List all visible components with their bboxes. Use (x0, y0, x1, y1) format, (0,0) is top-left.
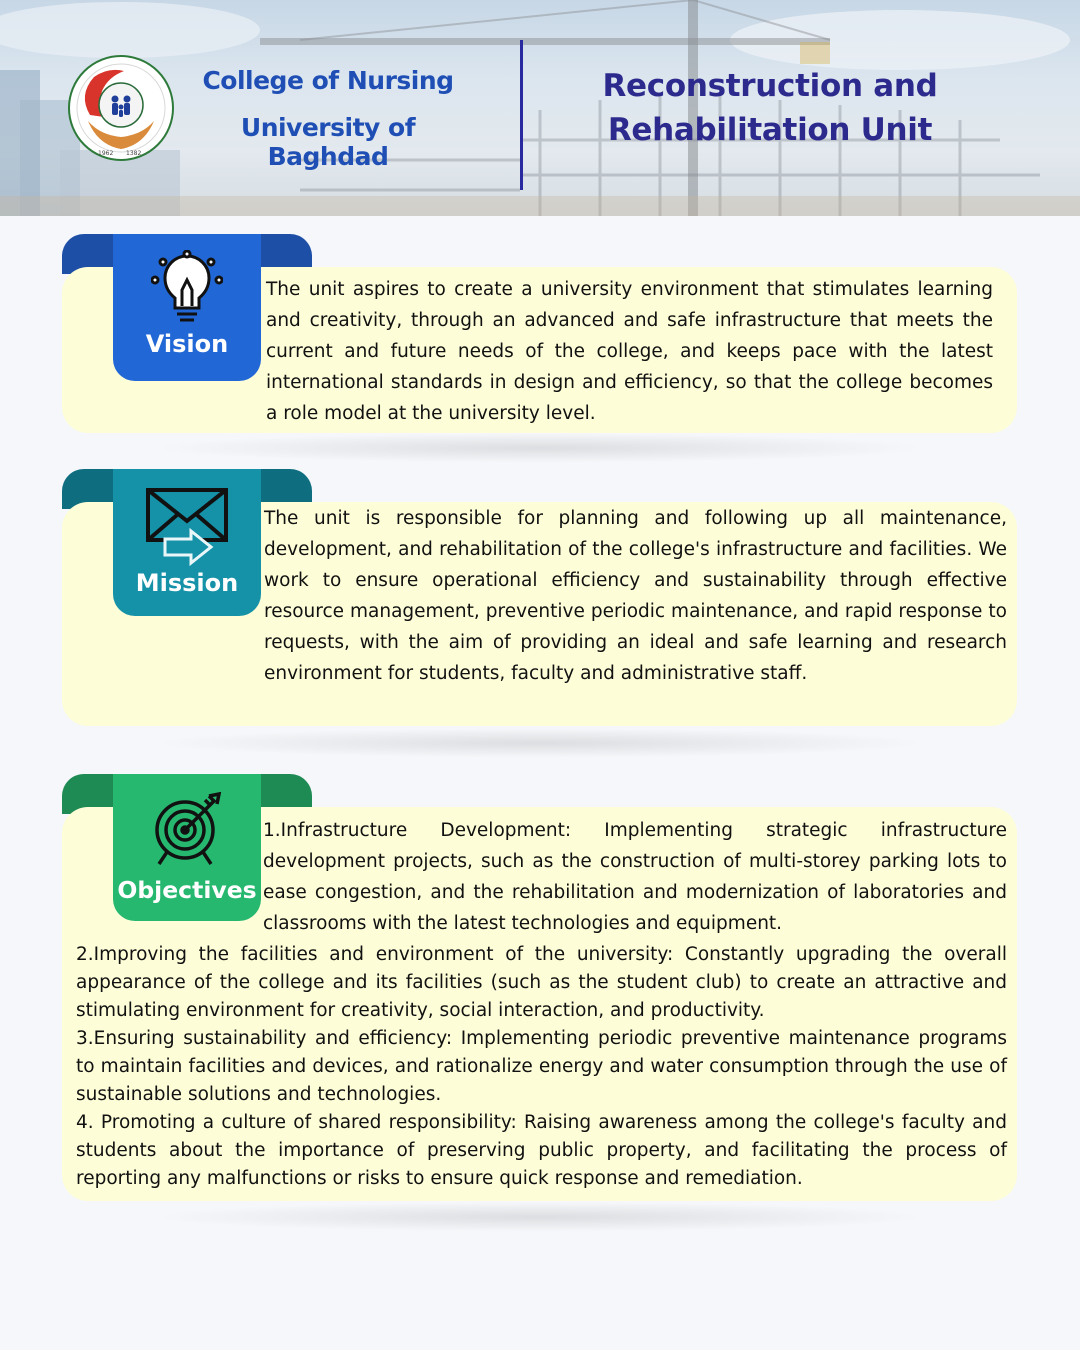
header-divider (520, 40, 523, 190)
unit-title (570, 64, 970, 152)
mission-badge (113, 469, 261, 616)
target-icon (153, 792, 225, 866)
unit-title-line1: Reconstruction and (602, 68, 938, 104)
mission-shadow (150, 728, 930, 758)
objectives-list (76, 941, 1007, 1193)
objective-item-4: 4. Promoting a culture of shared responsibility: Raising awareness among the college's faculty and students about the importance of preserving public property, and facilitating the process of reporting any malfunctions or risks to ensure quick response and remediation. (76, 1112, 1007, 1189)
vision-label: Vision (145, 330, 229, 358)
unit-title-line2: Rehabilitation Unit (607, 112, 933, 148)
logo-year-left: 1962 (98, 150, 114, 157)
objectives-badge (113, 774, 261, 921)
vision-shadow (150, 433, 930, 463)
envelope-arrow-icon (145, 487, 231, 569)
logo-year-right: 1382 (126, 150, 142, 157)
lightbulb-icon (151, 250, 223, 326)
college-logo (68, 55, 174, 161)
objectives-shadow (150, 1202, 930, 1232)
objective-item-3: 3.Ensuring sustainability and efficiency: Implementing periodic preventive maintenance programs to maintain facilities and devices, and rationalize energy and water consumption through the use of sustainable solutions and technologies. (76, 1028, 1007, 1105)
objective-item-2: 2.Improving the facilities and environment of the university: Constantly upgrading the overall appearance of the college and its facilities (such as the student club) to create an attractive and stimulating environment for creativity, social interaction, and productivity. (76, 944, 1007, 1021)
mission-text: The unit is responsible for planning and following up all maintenance, development, and rehabilitation of the college's infrastructure and facilities. We work to ensure operational efficiency and sustainability through effective resource management, preventive periodic maintenance, and rapid response to requests, with the aim of providing an ideal and safe learning and research environment for students, faculty and administrative staff. (264, 508, 1007, 684)
objectives-label: Objectives (117, 876, 257, 904)
header-banner (0, 0, 1080, 216)
mission-label: Mission (135, 569, 239, 597)
vision-text: The unit aspires to create a university environment that stimulates learning and creativity, through an advanced and safe infrastructure that meets the current and future needs of the college, and keeps pace with the latest international standards in design and efficiency, so that the college becomes a role model at the university level. (266, 279, 993, 424)
objective-item-1: 1.Infrastructure Development: Implementing strategic infrastructure development projects, such as the construction of multi-storey parking lots to ease congestion, and the rehabilitation and modernization of laboratories and classrooms with the latest technologies and equipment. (263, 820, 1007, 934)
university-name: University of Baghdad (240, 113, 416, 171)
vision-badge (113, 234, 261, 381)
college-name: College of Nursing (202, 66, 454, 95)
